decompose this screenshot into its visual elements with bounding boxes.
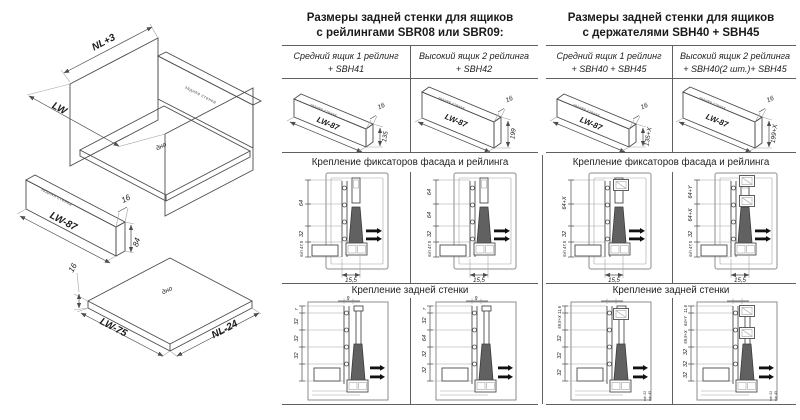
dim-label: 32 [557, 352, 563, 359]
dim-label: 32 [683, 360, 689, 368]
rail-backwall-diagram-medium [290, 296, 402, 404]
back-wall-part-label: задняя стенка [40, 186, 74, 207]
dim-label: 15,5 [608, 278, 620, 283]
dim-label: 32 [683, 371, 689, 379]
dim-label: min 47,5 [562, 240, 567, 258]
dim-label: 32 [422, 350, 428, 358]
dim-label: 59,5+X [683, 330, 688, 344]
back-fixing-art [427, 299, 516, 401]
holder-col1-header2: + SBH40 + SBH45 [571, 64, 647, 74]
holder-fixing-diagram-medium [553, 167, 665, 283]
rail-col2-header2: + SBH42 [455, 64, 493, 74]
dim-label: 32 [422, 317, 428, 324]
panel-label: задняя стенка [572, 102, 601, 118]
holder-section-title-line1: Размеры задней стенки для ящиков [567, 12, 775, 24]
mini-dim-label: min 45 [774, 390, 778, 402]
holder-fix-title: Крепление фиксаторов фасада и рейлинга [572, 157, 770, 168]
railing-holder [740, 196, 755, 207]
bottom-rule [546, 404, 796, 405]
panel-height: 199 [509, 128, 518, 140]
bottom-depth-label: NL-24 [209, 318, 240, 342]
section-divider [410, 172, 411, 283]
panel-width: LW-87 [443, 112, 469, 130]
holder-fixing-diagram-tall [679, 167, 791, 283]
back-fixing-art [299, 299, 388, 401]
dim-label: min 47,5 [688, 240, 693, 258]
fixing-art [305, 173, 388, 278]
bottom-rule [282, 404, 538, 405]
section-divider [410, 298, 411, 404]
section-rule [546, 283, 796, 284]
dim-label: 32 [557, 369, 563, 376]
back-wall-thickness-label: 16 [119, 192, 132, 205]
panel-thickness: 16 [765, 94, 776, 105]
rail-col1-header2: + SBH41 [327, 64, 365, 74]
back-wall-height-label: 84 [131, 236, 143, 248]
fixing-art [568, 173, 651, 278]
bottom-thickness-label: 16 [66, 261, 79, 274]
section-divider [672, 298, 673, 404]
rail-backwall-diagram-tall [418, 296, 530, 404]
holder-backwall-diagram-medium [553, 296, 665, 404]
dim-label: 15,5 [345, 278, 357, 283]
holder-col1-header1: Средний ящик 1 рейлинг [556, 51, 662, 61]
holder-panel-medium-diagram [547, 79, 671, 153]
railing-holder [740, 328, 755, 339]
panel-height: 135 [381, 130, 390, 143]
dim-label: 9 [474, 296, 478, 302]
dim-label: 32 [557, 335, 563, 342]
back-fixing-art [688, 299, 777, 401]
panel-width: LW-87 [315, 115, 341, 133]
section-divider [672, 172, 673, 283]
dim-label: 64+Y [688, 185, 694, 199]
rail-col1-header1: Средний ящик 1 рейлинг [293, 51, 399, 61]
dim-label: 64 [422, 334, 428, 342]
dim-label: 32 [422, 366, 428, 374]
dim-label: 32 [688, 230, 694, 238]
dim-label: 64+Y [683, 316, 688, 326]
rail-panel-tall-diagram [412, 79, 536, 153]
panel-label: задняя стенка [437, 95, 466, 111]
rail-fix-title: Крепление фиксаторов фасада и рейлинга [311, 157, 509, 168]
dim-depth-label: NL+3 [90, 32, 118, 54]
mini-dim-label: min 45 [648, 390, 652, 402]
dim-label: 32 [294, 318, 300, 325]
dim-label: 64+X [562, 196, 568, 210]
panel-thickness: 16 [376, 101, 387, 112]
back-wall-width-label: LW-87 [47, 210, 79, 234]
panel-height: 199+X [769, 123, 780, 144]
dim-label: 9 [346, 296, 350, 302]
railing-holder [740, 306, 755, 317]
panel-thickness: 16 [504, 94, 515, 105]
box-bottom-label: дно [154, 141, 168, 153]
dim-label: 11,6 [557, 306, 562, 314]
dim-label: 15,5 [734, 278, 746, 283]
holder-section-title-line2: с держателями SBH40 + SBH45 [582, 27, 760, 39]
drawer-box-art [27, 24, 261, 216]
holder-back-title: Крепление задней стенки [612, 285, 730, 296]
holder-col2-header1: Высокий ящик 2 рейлинга [679, 51, 790, 61]
panel-thickness: 16 [639, 101, 650, 112]
detached-bottom-art [74, 258, 261, 357]
dim-label: 64 [427, 211, 433, 219]
rail-back-title: Крепление задней стенки [351, 285, 469, 296]
fixing-art [433, 173, 516, 278]
dim-label: 32 [427, 230, 433, 238]
rail-section-title-line2: с рейлингами SBR08 или SBR09: [316, 27, 504, 39]
dim-label: 32 [562, 230, 568, 238]
dim-label: 64 [299, 199, 305, 207]
detached-back-wall-art [17, 175, 134, 263]
dim-label: 32 [294, 352, 300, 359]
dim-label: 15,5 [473, 278, 485, 283]
dim-label: 7 [422, 307, 427, 311]
holder-panel-tall-diagram [673, 79, 797, 153]
bottom-part-label: дно [160, 285, 174, 297]
holder-backwall-diagram-tall [679, 296, 791, 404]
dim-label: 11,6 [683, 305, 688, 313]
bottom-width-label: LW-75 [97, 316, 129, 340]
rail-panel-medium-diagram [284, 79, 408, 153]
railing-holder [614, 309, 629, 320]
panel-label: задняя стенка [309, 102, 338, 118]
dim-label: 32 [299, 230, 305, 238]
dim-label: 32 [683, 348, 689, 356]
section-rule [282, 283, 538, 284]
table-divider [410, 45, 411, 152]
rail-col2-header1: Высокий ящик 2 рейлинга [418, 51, 529, 61]
panel-width: LW-87 [578, 115, 604, 133]
column-separator [542, 155, 543, 404]
dim-label: 64+X [688, 208, 694, 222]
dim-label: 64 [427, 188, 433, 196]
mini-dim-label: min 32 [643, 390, 647, 402]
box-back-wall-label: задняя стенка [184, 84, 218, 105]
rail-section-title-line1: Размеры задней стенки для ящиков [306, 12, 514, 24]
dim-label: 59,5+X [557, 315, 562, 329]
rail-fixing-diagram-tall [418, 167, 530, 283]
table-rule [546, 45, 796, 46]
panel-label: задняя стенка [698, 95, 727, 111]
dim-label: min 47,5 [299, 240, 304, 258]
dim-label: 7 [294, 308, 299, 311]
fixing-art [694, 173, 777, 278]
dim-label: 32 [294, 335, 300, 342]
dim-width-label: LW [49, 100, 69, 118]
holder-col2-header2: + SBH40(2 шт.)+ SBH45 [683, 64, 787, 74]
rail-fixing-diagram-medium [290, 167, 402, 283]
panel-width: LW-87 [704, 112, 730, 130]
mini-dim-label: min 32 [769, 390, 773, 402]
panel-height: 135+X [643, 126, 654, 147]
iso-drawer-drawing [0, 0, 278, 420]
back-fixing-art [562, 299, 651, 401]
railing-holder [740, 176, 755, 187]
dim-label: min 47,5 [427, 240, 432, 258]
railing-holder [614, 180, 629, 191]
